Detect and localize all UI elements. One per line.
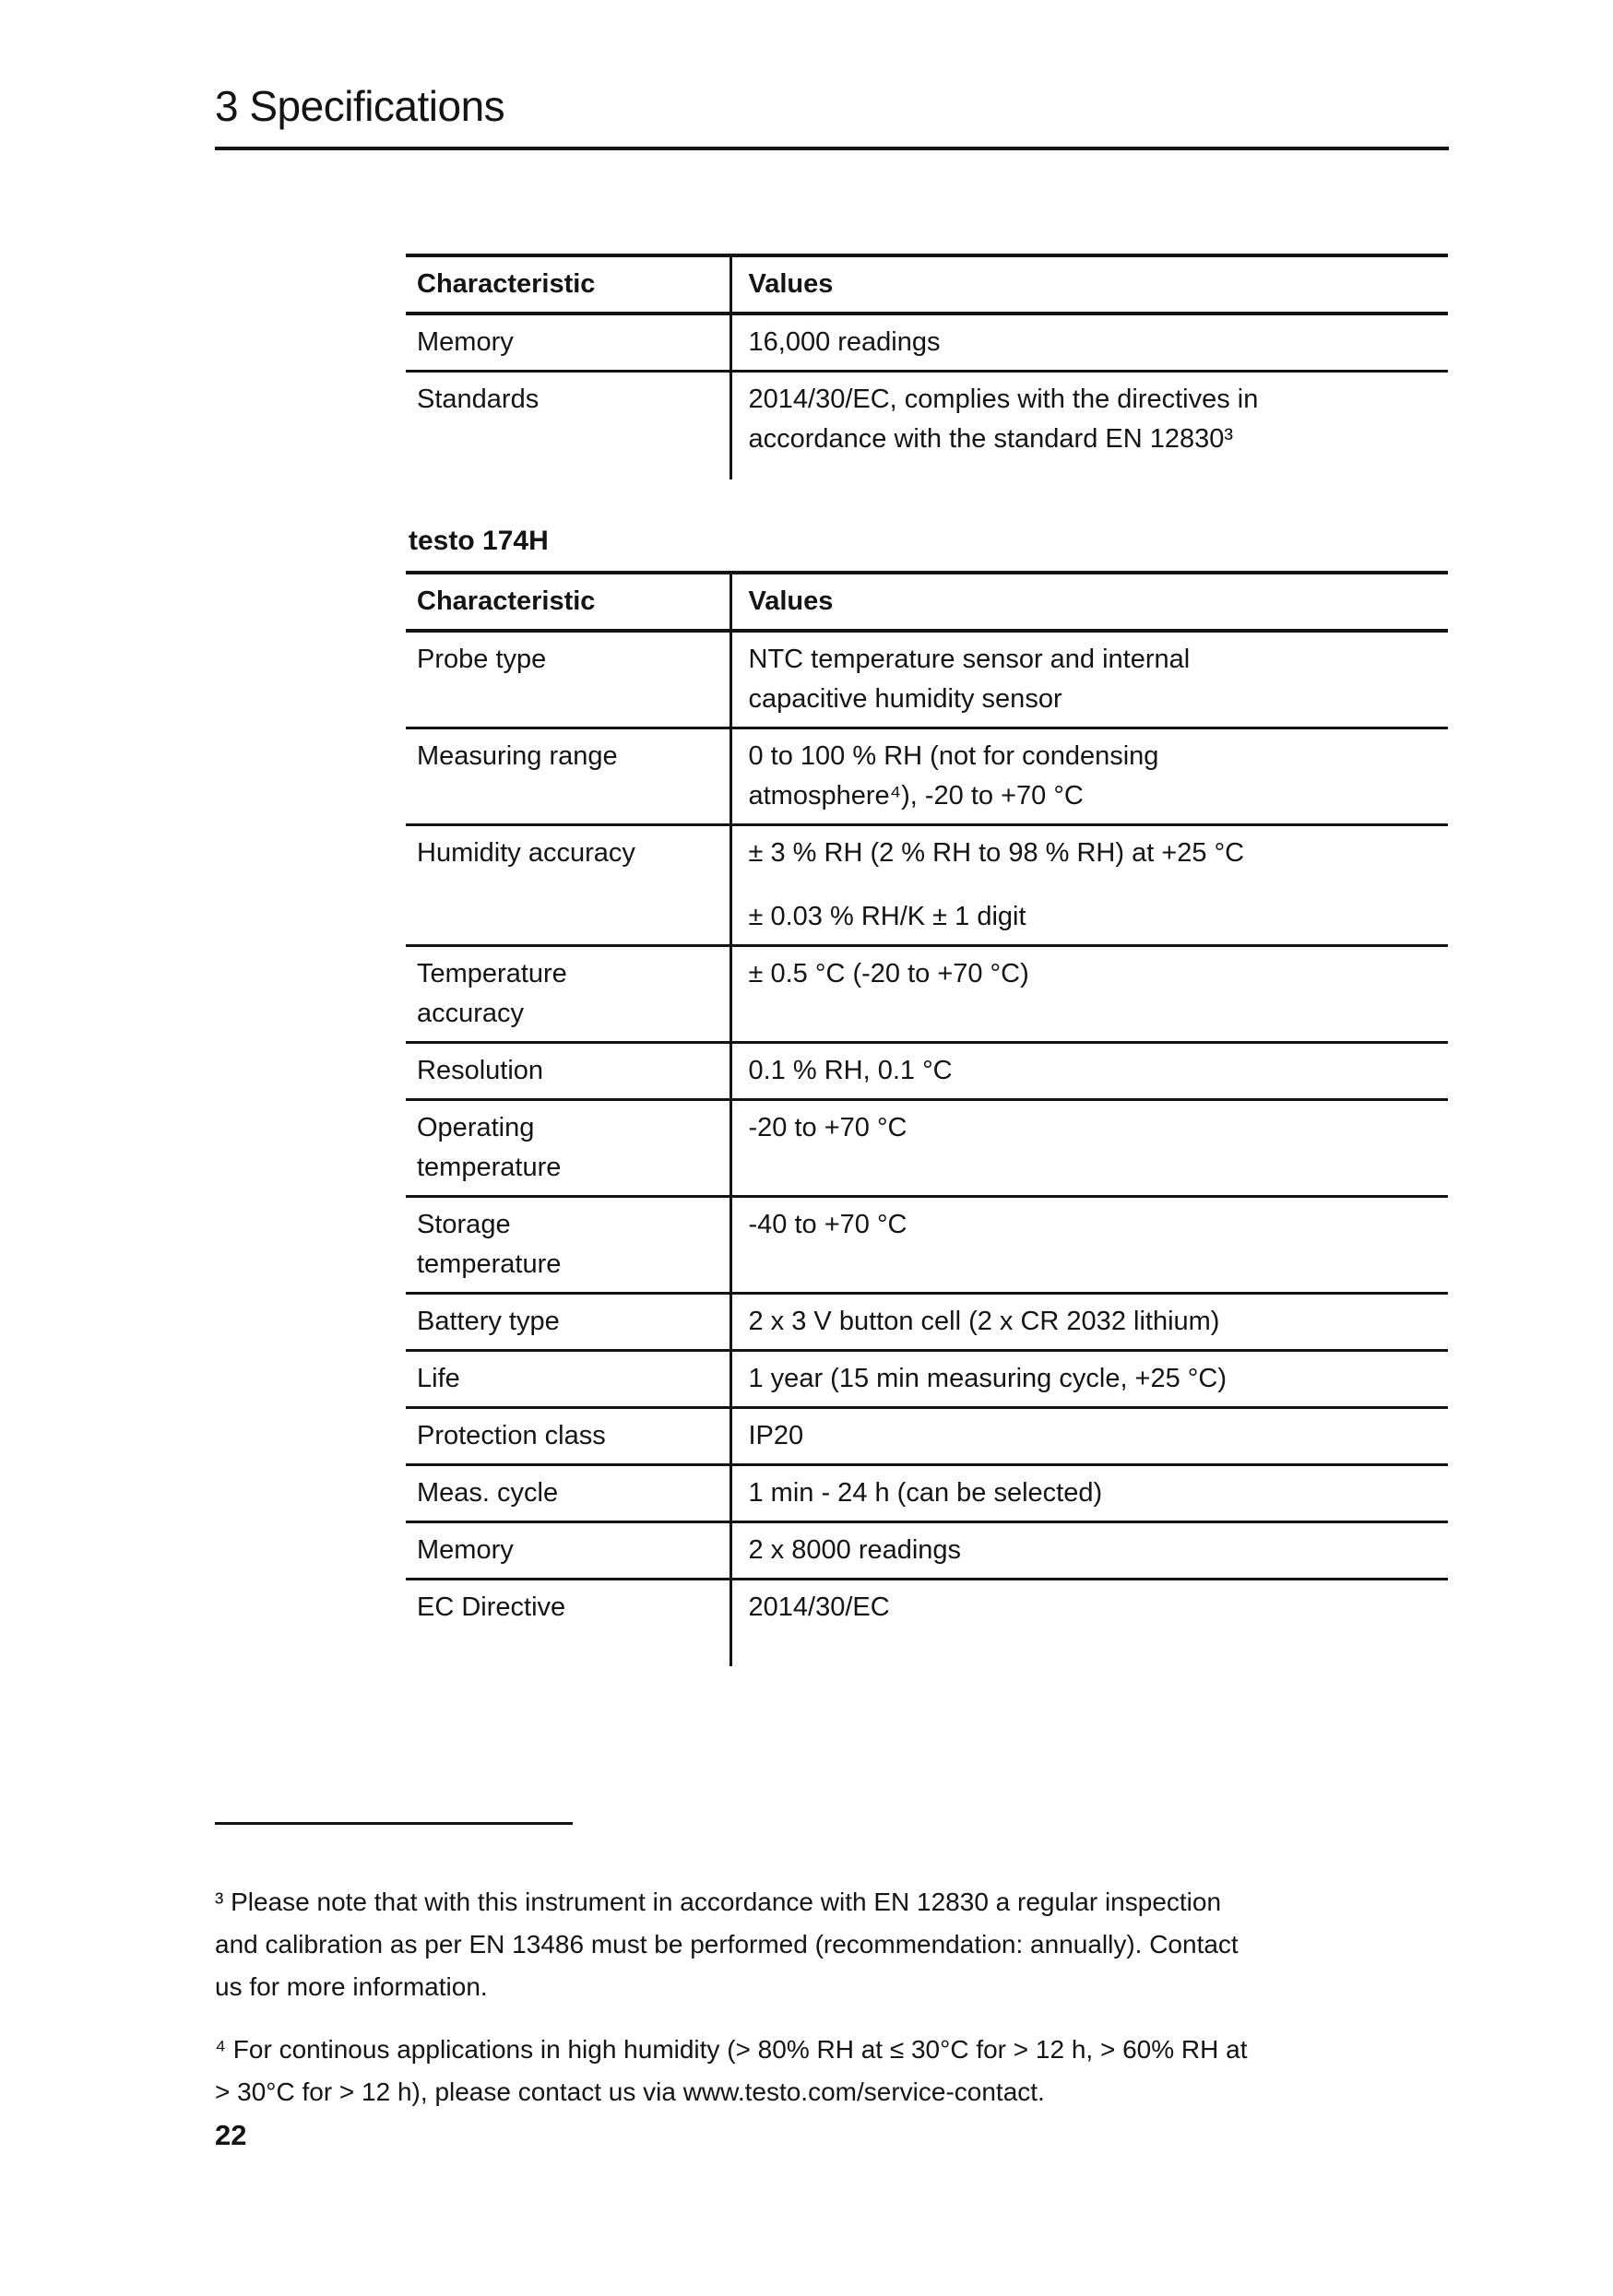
- cell-line: Standards: [417, 385, 540, 414]
- table-row: [406, 1465, 1448, 1522]
- characteristic-cell: [406, 372, 730, 480]
- characteristic-cell: [406, 1465, 730, 1522]
- cell-line: Humidity accuracy: [417, 838, 635, 868]
- header-rule: [215, 147, 1449, 150]
- characteristic-cell: [406, 1351, 730, 1408]
- value-cell: [730, 1197, 1448, 1294]
- cell-line: 1 year (15 min measuring cycle, +25 °C): [748, 1364, 1228, 1393]
- footnote-separator: [215, 1822, 573, 1825]
- value-cell: [730, 372, 1448, 480]
- characteristic-cell: [406, 1580, 730, 1667]
- section-title: 3 Specifications: [215, 82, 505, 130]
- table-row: [406, 314, 1448, 372]
- cell-line: capacitive humidity sensor: [748, 684, 1062, 714]
- cell-line: 2014/30/EC: [748, 1592, 890, 1622]
- characteristic-cell: [406, 946, 730, 1043]
- cell-line: Probe type: [417, 645, 547, 674]
- characteristic-cell: [406, 825, 730, 946]
- cell-line: EC Directive: [417, 1592, 566, 1622]
- cell-line: Memory: [417, 327, 514, 357]
- characteristic-cell: [406, 1408, 730, 1465]
- value-cell: [730, 1100, 1448, 1197]
- value-cell: [730, 1294, 1448, 1351]
- cell-line: 0.1 % RH, 0.1 °C: [748, 1056, 953, 1085]
- value-cell: [730, 1351, 1448, 1408]
- cell-line: Temperature: [417, 959, 567, 988]
- table-row: [406, 631, 1448, 728]
- cell-line: 1 min - 24 h (can be selected): [748, 1478, 1103, 1508]
- table-header: [406, 255, 1448, 314]
- cell-line: atmosphere⁴), -20 to +70 °C: [748, 781, 1084, 811]
- table-body: [406, 314, 1448, 479]
- footnote-4: [215, 2029, 1248, 2113]
- cell-line: Meas. cycle: [417, 1478, 559, 1508]
- value-cell: [730, 1043, 1448, 1100]
- footnote-line: > 30°C for > 12 h), please contact us via www.testo.com/service-contact.: [215, 2077, 1045, 2106]
- cell-line: Resolution: [417, 1056, 544, 1085]
- value-cell: [730, 728, 1448, 825]
- table-row: [406, 1043, 1448, 1100]
- characteristic-cell: [406, 1100, 730, 1197]
- cell-line: Measuring range: [417, 741, 618, 771]
- cell-line: IP20: [748, 1421, 804, 1450]
- footnote-line: us for more information.: [215, 1972, 488, 2001]
- value-cell: [730, 1522, 1448, 1580]
- table-row: [406, 1351, 1448, 1408]
- cell-line: ± 0.5 °C (-20 to +70 °C): [748, 959, 1029, 988]
- cell-line: Storage: [417, 1210, 511, 1239]
- cell-line: ± 0.03 % RH/K ± 1 digit: [748, 902, 1026, 931]
- footnote-line: ³ Please note that with this instrument in accordance with EN 12830 a regular inspection: [215, 1888, 1222, 1916]
- value-cell: [730, 946, 1448, 1043]
- column-header-values: Values: [730, 573, 1448, 631]
- table-header: [406, 573, 1448, 631]
- table-row: [406, 825, 1448, 946]
- spec-table-first: [406, 254, 1448, 479]
- table-row: [406, 946, 1448, 1043]
- value-cell: [730, 314, 1448, 372]
- cell-line: temperature: [417, 1153, 562, 1182]
- footnotes-block: [215, 1881, 1248, 2113]
- header-row: [406, 255, 1448, 314]
- characteristic-cell: [406, 1522, 730, 1580]
- cell-line: Battery type: [417, 1307, 560, 1336]
- value-cell: [730, 1580, 1448, 1667]
- table-row: [406, 728, 1448, 825]
- cell-line: Memory: [417, 1535, 514, 1565]
- characteristic-cell: [406, 1294, 730, 1351]
- value-cell: [730, 825, 1448, 946]
- column-header-values: Values: [730, 255, 1448, 314]
- characteristic-cell: [406, 728, 730, 825]
- cell-line: 0 to 100 % RH (not for condensing: [748, 741, 1159, 771]
- cell-line: accordance with the standard EN 12830³: [748, 424, 1234, 454]
- cell-line: NTC temperature sensor and internal: [748, 645, 1191, 674]
- cell-line: 2 x 8000 readings: [748, 1535, 962, 1565]
- cell-line: Operating: [417, 1113, 535, 1142]
- characteristic-cell: [406, 314, 730, 372]
- characteristic-cell: [406, 1043, 730, 1100]
- cell-line: -20 to +70 °C: [748, 1113, 907, 1142]
- page-number: 22: [215, 2119, 247, 2151]
- table-row: [406, 1522, 1448, 1580]
- footnote-3: [215, 1881, 1248, 2008]
- device-heading-testo-174h: testo 174H: [409, 526, 549, 556]
- cell-line: ± 3 % RH (2 % RH to 98 % RH) at +25 °C: [748, 838, 1245, 868]
- table-row: [406, 1580, 1448, 1667]
- column-header-characteristic: Characteristic: [406, 255, 730, 314]
- value-cell: [730, 631, 1448, 728]
- footnote-line: ⁴ For continous applications in high humidity (> 80% RH at ≤ 30°C for > 12 h, > 60% RH at: [215, 2035, 1248, 2064]
- column-header-characteristic: Characteristic: [406, 573, 730, 631]
- cell-line: Protection class: [417, 1421, 606, 1450]
- value-cell: [730, 1465, 1448, 1522]
- table-row: [406, 1408, 1448, 1465]
- table-body: [406, 631, 1448, 1666]
- characteristic-cell: [406, 1197, 730, 1294]
- cell-line: 2014/30/EC, complies with the directives in: [748, 385, 1259, 414]
- cell-line: Life: [417, 1364, 460, 1393]
- cell-line: 16,000 readings: [748, 327, 941, 357]
- cell-line: temperature: [417, 1249, 562, 1279]
- cell-line: accuracy: [417, 999, 525, 1028]
- header-row: [406, 573, 1448, 631]
- footnote-line: and calibration as per EN 13486 must be performed (recommendation: annually). Contact: [215, 1930, 1239, 1959]
- table-row: [406, 1100, 1448, 1197]
- table-row: [406, 1294, 1448, 1351]
- cell-line: 2 x 3 V button cell (2 x CR 2032 lithium): [748, 1307, 1220, 1336]
- characteristic-cell: [406, 631, 730, 728]
- value-cell: [730, 1408, 1448, 1465]
- spec-table-testo-174h: [406, 571, 1448, 1666]
- table-row: [406, 1197, 1448, 1294]
- cell-line: -40 to +70 °C: [748, 1210, 907, 1239]
- table-row: [406, 372, 1448, 480]
